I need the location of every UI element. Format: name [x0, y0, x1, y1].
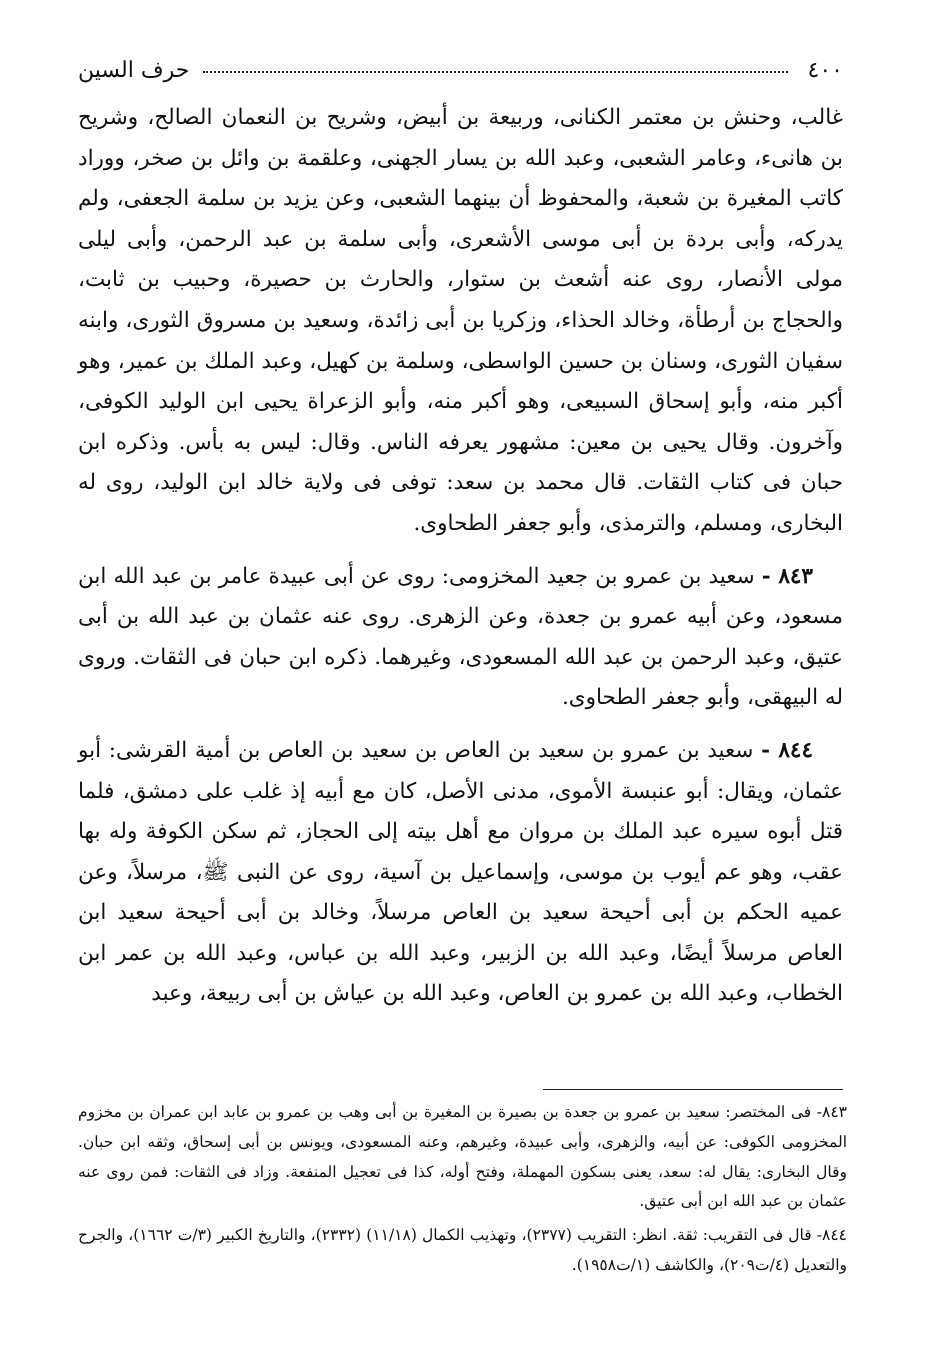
- footnote-text: فى المختصر: سعيد بن عمرو بن جعدة بن بصيرة بن المغيرة بن أبى وهب بن عمرو بن عابد ابن عمران بن مخزوم المخزومى الكوفى: عن أبيه، والزهرى، وأبى عبيدة، وغيرهم، وعنه المسعودى، ويونس بن أبى إسحاق، وثقه ابن حبان. وقال البخارى: يقال له: سعد، يعنى بسكون المهملة، وفتح أوله، كذا فى تعجيل المنفعة. وزاد فى الثقات: فمن روى عنه عثمان بن عبد الله ابن أبى عتيق.: [78, 1103, 847, 1211]
- dotted-leader: [203, 71, 787, 73]
- footnote-text: قال فى التقريب: ثقة. انظر: التقريب (٢٣٧٧)، وتهذيب الكمال (١١/١٨) (٢٣٣٢)، والتاريخ الكبير (٣/ت ١٦٦٢)، والجرح والتعديل (٤/ت٢٠٩)، والكاشف (١/ت١٩٥٨).: [78, 1226, 847, 1274]
- chapter-title: حرف السين: [78, 57, 190, 83]
- entry-text: سعيد بن عمرو بن جعيد المخزومى: روى عن أبى عبيدة عامر بن عبد الله ابن مسعود، وعن أبيه عمرو بن جعدة، وعن الزهرى. روى عنه عثمان بن عبد الله بن أبى عتيق، وعبد الرحمن بن عبد الله المسعودى، وغيرهما. ذكره ابن حبان فى الثقات. وروى له البيهقى، وأبو جعفر الطحاوى.: [78, 563, 843, 711]
- entry-number: ٨٤٣ -: [761, 563, 813, 589]
- continuation-paragraph: غالب، وحنش بن معتمر الكنانى، وربيعة بن أبيض، وشريح بن النعمان الصالح، وشريح بن هانىء، وعامر الشعبى، وعبد الله بن يسار الجهنى، وعلقمة بن وائل بن صخر، ووراد كاتب المغيرة بن شعبة، والمحفوظ أن بينهما الشعبى، وعن يزيد بن سلمة الجعفى، ولم يدركه، وأبى بردة بن أبى موسى الأشعرى، وأبى سلمة بن عبد الرحمن، وأبى ليلى مولى الأنصار، روى عنه أشعث بن ستوار، والحارث بن حصيرة، وحبيب بن ثابت، والحجاج بن أرطأة، وخالد الحذاء، وزكريا بن أبى زائدة، وسعيد بن مسروق الثورى، وابنه سفيان الثورى، وسنان بن حسين الواسطى، وسلمة بن كهيل، وعبد الملك بن عمير، وهو أكبر منه، وأبو إسحاق السبيعى، وهو أكبر منه، وأبو الزعراة يحيى ابن الوليد الكوفى، وآخرون. وقال يحيى بن معين: مشهور يعرفه الناس. وقال: ليس به بأس. وذكره ابن حبان فى كتاب الثقات. قال محمد بن سعد: توفى فى ولاية خالد ابن الوليد، روى له البخارى، ومسلم، والترمذى، وأبو جعفر الطحاوى.: [78, 105, 843, 536]
- main-text: [78, 98, 843, 1015]
- footnote-844: [78, 1221, 847, 1281]
- page-number: ٤٠٠: [807, 57, 843, 83]
- entry-843: [78, 557, 843, 719]
- footnotes: [78, 1098, 847, 1281]
- footnote-843: [78, 1098, 847, 1217]
- entry-844: [78, 731, 843, 1015]
- footnote-number: ٨٤٣-: [816, 1103, 847, 1121]
- entry-number: ٨٤٤ -: [761, 737, 813, 763]
- page-header: [78, 50, 843, 90]
- footnote-divider: [543, 1089, 843, 1090]
- footnote-number: ٨٤٤-: [816, 1226, 848, 1245]
- entry-text: سعيد بن عمرو بن سعيد بن العاص بن سعيد بن العاص بن أمية القرشى: أبو عثمان، ويقال: أبو عنبسة الأموى، مدنى الأصل، كان مع أبيه إذ غلب على دمشق، فلما قتل أبوه سيره عبد الملك بن مروان مع أهل بيته إلى الحجاز، ثم سكن الكوفة وله بها عقب، وهو عم أيوب بن موسى، وإسماعيل بن آسية، روى عن النبى ﷺ، مرسلاً، وعن عميه الحكم بن أبى أحيحة سعيد بن العاص مرسلاً، وخالد بن أبى أحيحة سعيد ابن العاص مرسلاً أيضًا، وعبد الله بن الزبير، وعبد الله بن عباس، وعبد الله بن عمر ابن الخطاب، وعبد الله بن عمرو بن العاص، وعبد الله بن عياش بن أبى ربيعة، وعبد: [78, 737, 843, 1007]
